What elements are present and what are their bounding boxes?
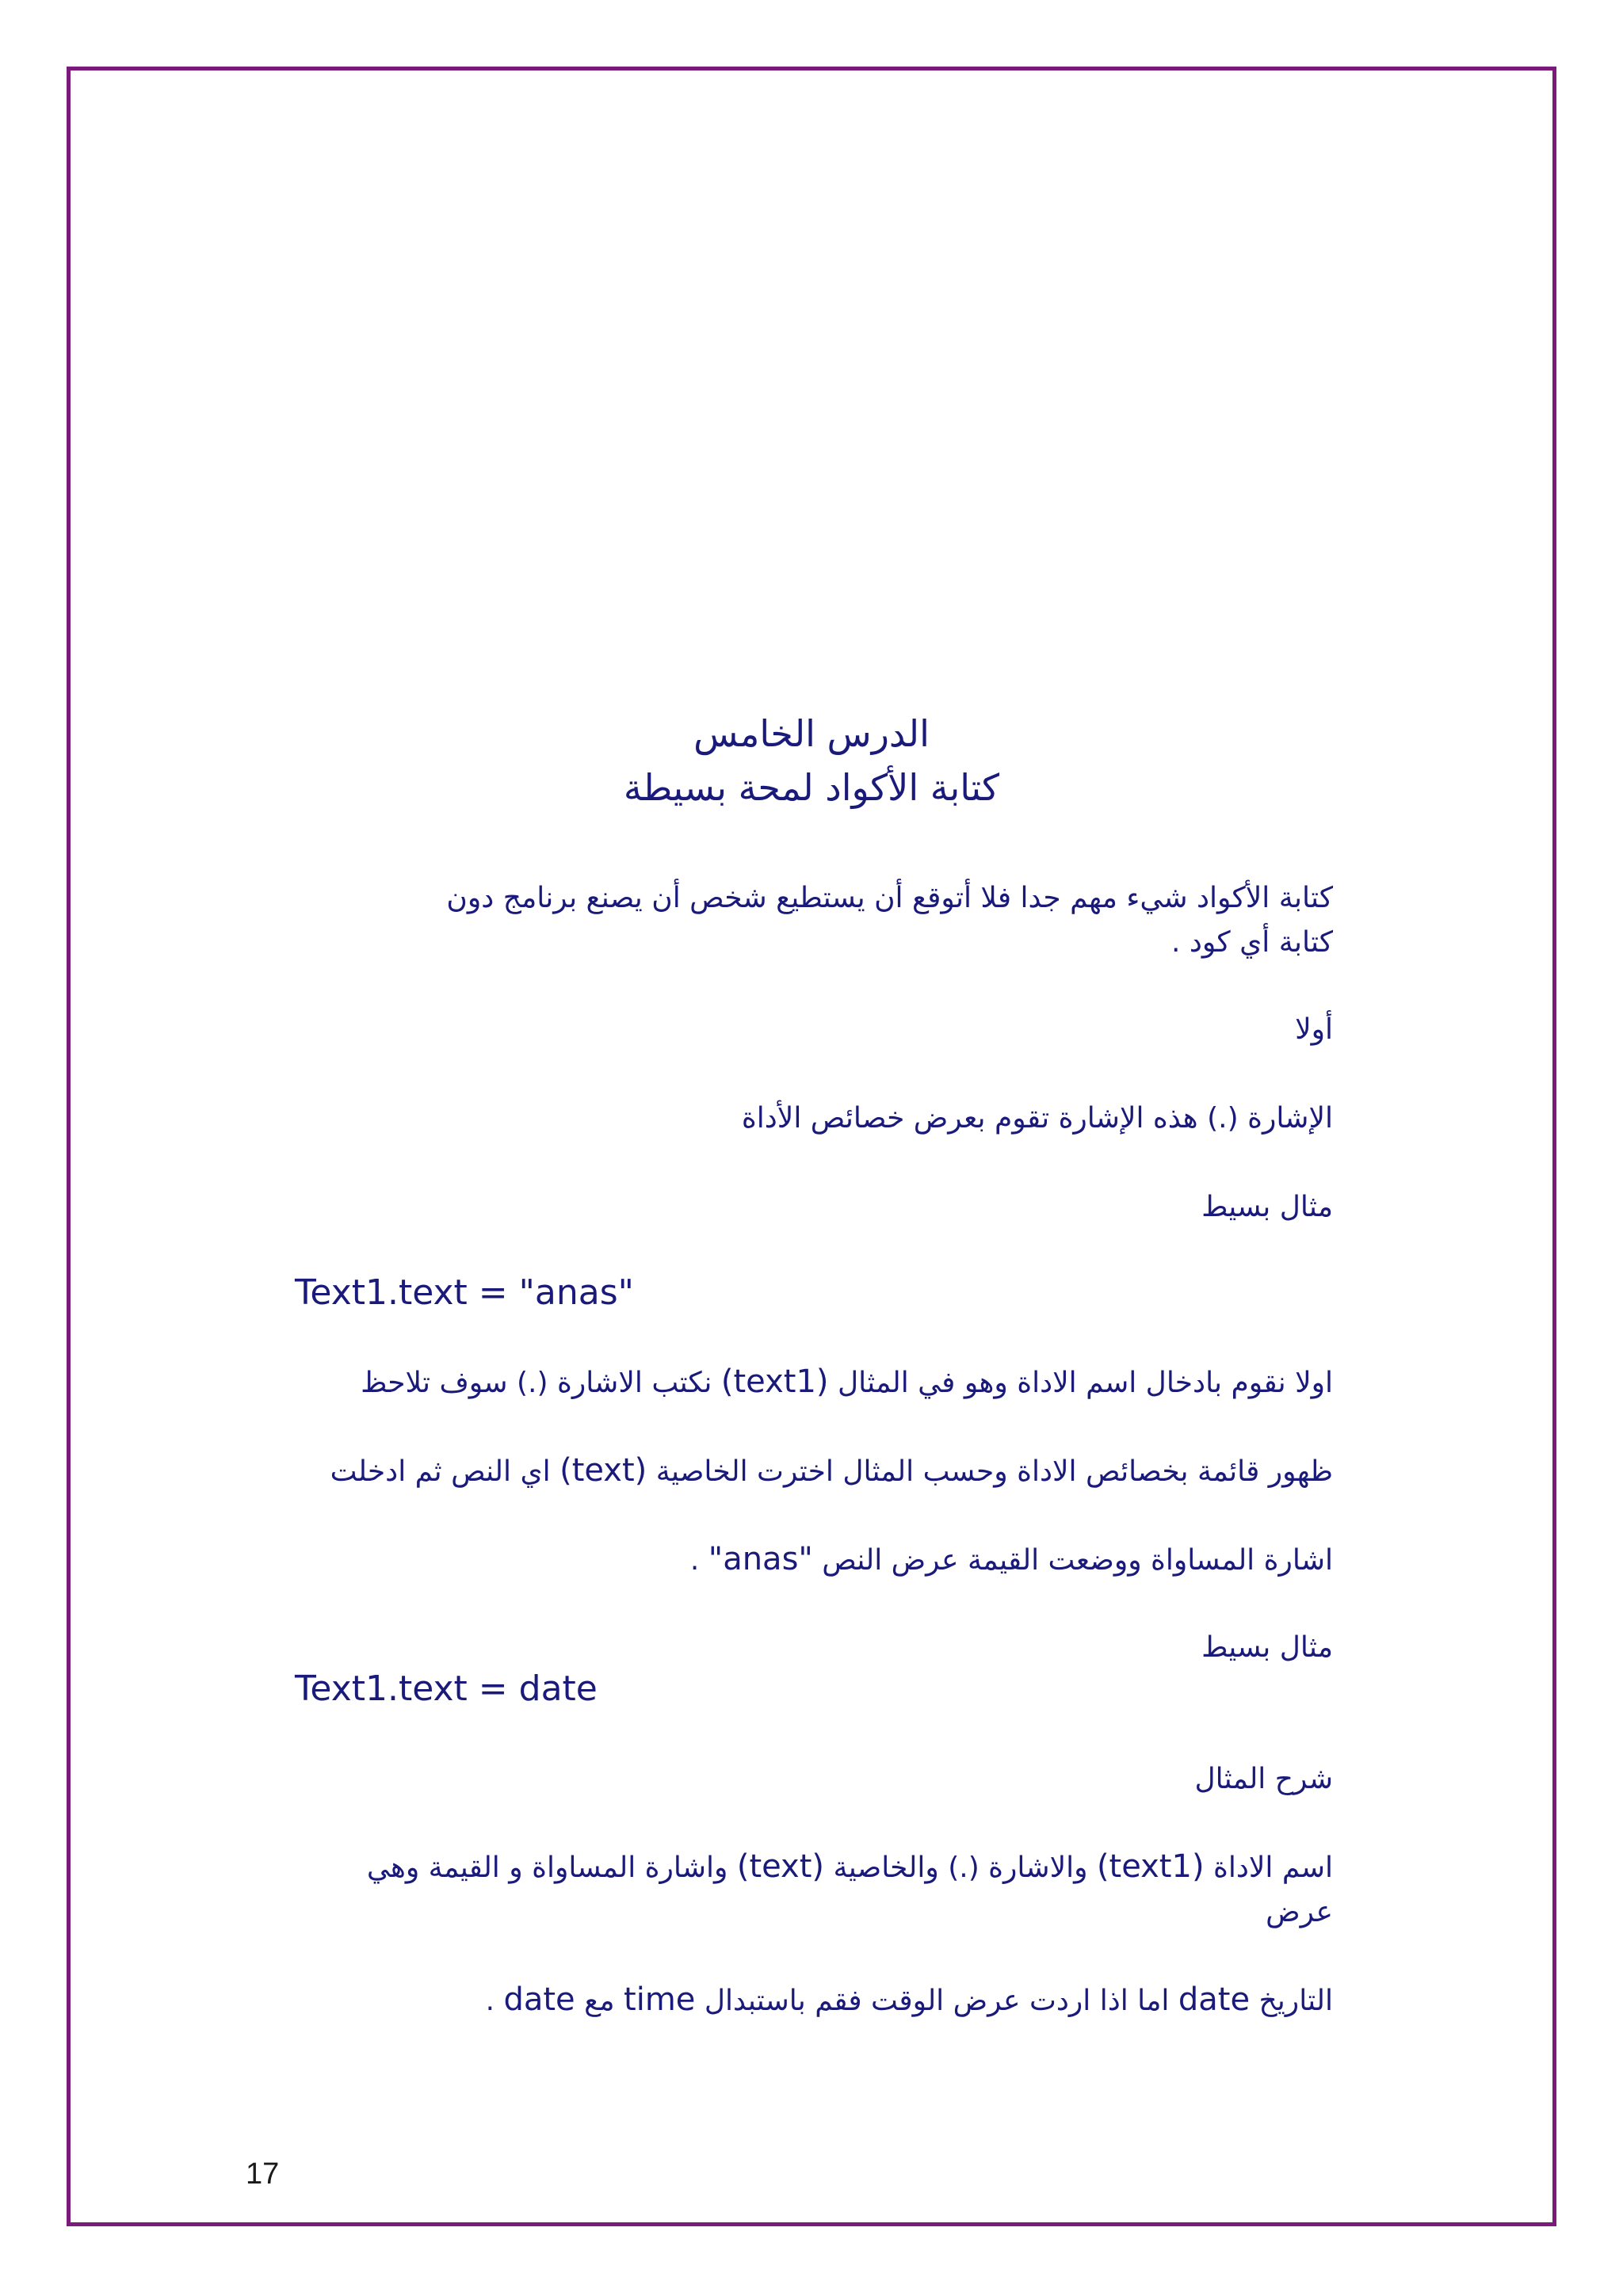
- explain-2-label: شرح المثال: [1194, 1763, 1333, 1795]
- explain-2-line-3-e: مع: [584, 1985, 615, 2017]
- explain-2-line-1-a: اسم الاداة: [1213, 1852, 1333, 1884]
- explain-2-line-1: [367, 1843, 1333, 1892]
- page-number: 17: [246, 2157, 280, 2191]
- explain-2-line-2: عرض: [1266, 1896, 1333, 1928]
- explain-1-line-1-a: اولا نقوم بادخال اسم الاداة وهو في المثال: [837, 1367, 1333, 1399]
- explain-2-line-1-e: واشارة المساواة و القيمة وهي: [366, 1852, 728, 1884]
- page-border: [67, 67, 1556, 2226]
- explain-1-line-1-b: (text1): [720, 1363, 829, 1400]
- example-2-code: Text1.text = date: [295, 1669, 598, 1709]
- explain-1-line-2-b: (text): [559, 1452, 647, 1489]
- intro-line-1: كتابة الأكواد شيء مهم جدا فلا أتوقع أن يستطيع شخص أن يصنع برنامج دون: [446, 882, 1333, 914]
- dot-sign-explanation: الإشارة (.) هذه الإشارة تقوم بعرض خصائص الأداة: [741, 1102, 1333, 1135]
- explain-2-line-3-b: date: [1178, 1981, 1251, 2018]
- lesson-topic: كتابة الأكواد لمحة بسيطة: [623, 766, 1000, 809]
- explain-2-line-3: [486, 1976, 1333, 2025]
- lesson-title: الدرس الخامس: [693, 712, 930, 755]
- explain-1-line-3-c: .: [689, 1544, 700, 1577]
- explain-1-line-2-a: ظهور قائمة بخصائص الاداة وحسب المثال اخترت الخاصية: [655, 1455, 1333, 1488]
- explain-2-line-3-f: date: [503, 1981, 575, 2018]
- explain-2-line-3-a: التاريخ: [1258, 1985, 1333, 2017]
- explain-2-line-1-d: (text): [736, 1848, 825, 1885]
- explain-1-line-3: [690, 1535, 1333, 1585]
- explain-2-line-3-d: time: [624, 1981, 696, 2018]
- example-1-code: Text1.text = "anas": [295, 1272, 634, 1313]
- example-1-label: مثال بسيط: [1201, 1191, 1333, 1223]
- explain-2-line-1-c: والاشارة (.) والخاصية: [833, 1852, 1088, 1884]
- first-label: أولا: [1295, 1013, 1333, 1046]
- explain-2-line-3-c: اما اذا اردت عرض الوقت فقم باستبدال: [704, 1985, 1170, 2017]
- explain-2-line-3-g: .: [485, 1985, 495, 2017]
- explain-2-line-1-b: (text1): [1096, 1848, 1205, 1885]
- explain-1-line-3-a: اشارة المساواة ووضعت القيمة عرض النص: [822, 1544, 1333, 1577]
- explain-1-line-1-c: نكتب الاشارة (.) سوف تلاحظ: [361, 1367, 712, 1399]
- explain-1-line-2: [330, 1447, 1333, 1496]
- example-2-label: مثال بسيط: [1201, 1631, 1333, 1664]
- explain-1-line-2-c: اي النص ثم ادخلت: [330, 1455, 551, 1488]
- explain-1-line-1: [361, 1358, 1333, 1407]
- explain-1-line-3-b: "anas": [708, 1541, 813, 1577]
- intro-line-2: كتابة أي كود .: [1170, 926, 1333, 959]
